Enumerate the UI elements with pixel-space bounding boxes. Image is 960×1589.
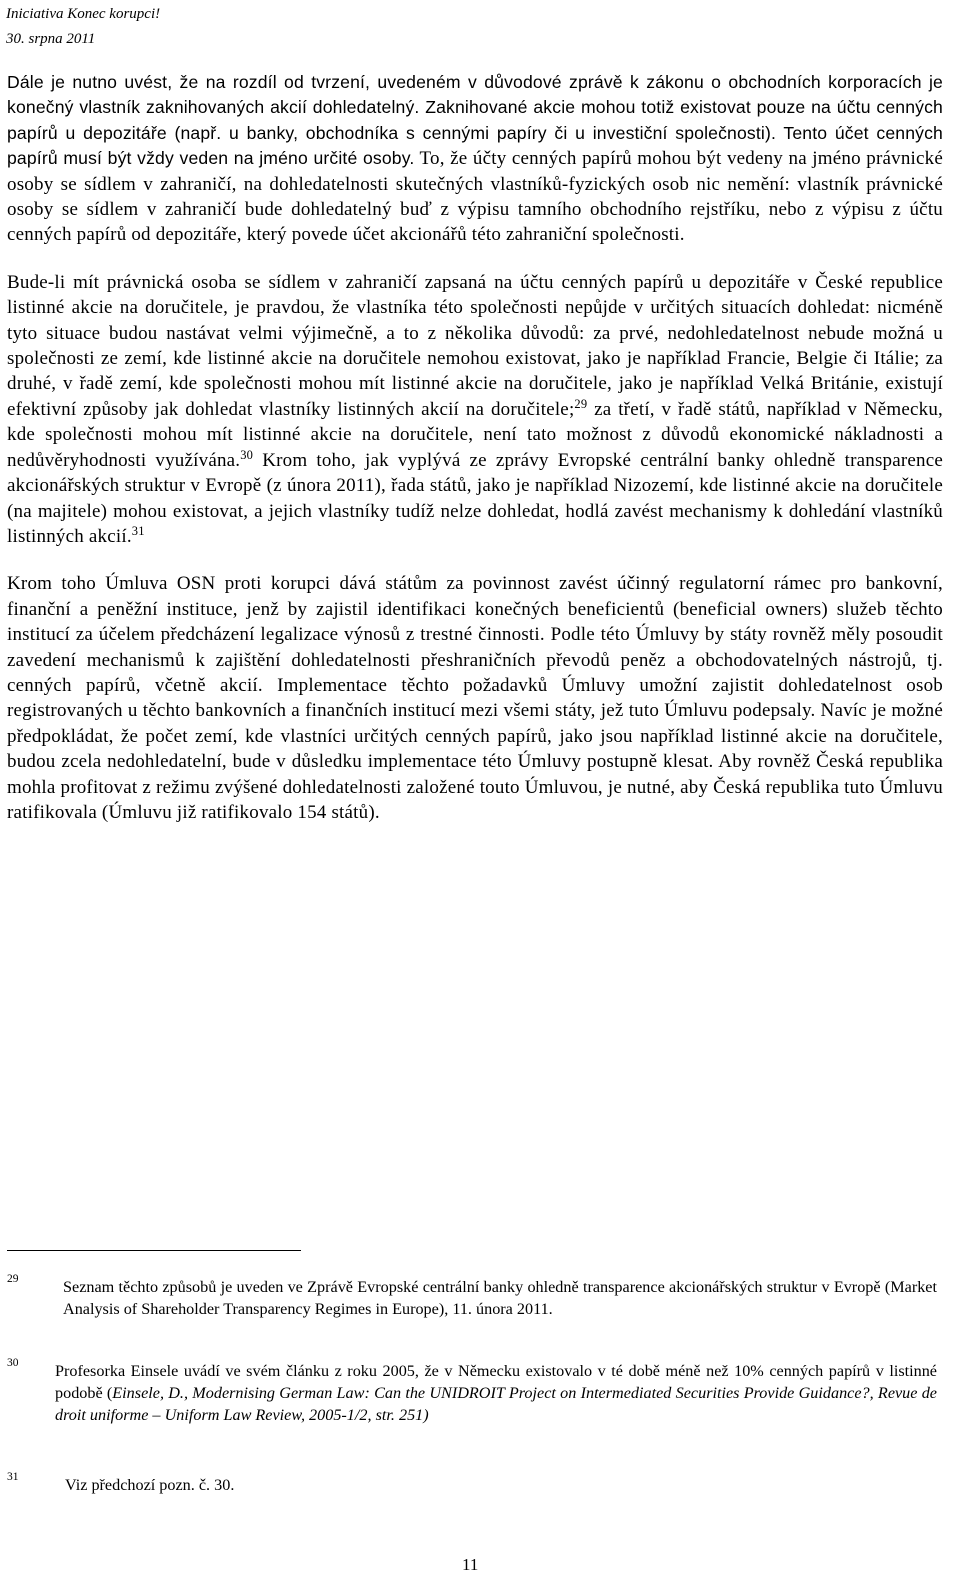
footnote-30-number: 30 — [7, 1357, 19, 1369]
paragraph-2 — [7, 270, 943, 549]
footnote-31-number: 31 — [7, 1471, 19, 1483]
footnote-31 — [7, 1471, 937, 1496]
footnote-31-text: Viz předchozí pozn. č. 30. — [65, 1476, 235, 1494]
document-body — [7, 70, 943, 825]
paragraph-2-text-a: Bude-li mít právnická osoba se sídlem v zahraničí zapsaná na účtu cenných papírů u depozitáře v České republice listinné akcie na doručitele, je pravdou, že vlastníka této společnosti nepůjde v určitých situacích dohledat: nicméně tyto situace budou nastávat velmi výjimečně, a to z několika důvodů: za prvé, nedohledatelnost nebude možná u společnosti ze zemí, kde listinné akcie na doručitele nemohou existovat, jako je například Francie, Belgie či Itálie; za druhé, v řadě zemí, kde společnosti mohou mít listinné akcie na doručitele, jako je například Velká Británie, existují efektivní způsoby jak dohledat vlastníky listinných akcií na doručitele; — [7, 271, 943, 420]
footnote-ref-31[interactable]: 31 — [131, 523, 145, 538]
footnote-29-number: 29 — [7, 1273, 19, 1285]
footnote-ref-29[interactable]: 29 — [574, 396, 588, 411]
footnote-29-text: Seznam těchto způsobů je uveden ve Zprávě Evropské centrální banky ohledně transparence akcionářských struktur v Evropě (Market Analysis of Shareholder Transparency Regimes in Europe), 11. února 2011. — [63, 1278, 937, 1318]
paragraph-1-serif-text: To, že účty cenných papírů mohou být vedeny na jméno právnické osoby se sídlem v zahraničí, na dohledatelnosti skutečných vlastníků-fyzických osob nic nemění: vlastník právnické osoby se sídlem v zahraničí bude dohledatelný buď z výpisu tamního obchodního rejstříku, nebo z výpisu z účtu cenných papírů od depozitáře, který povede účet akcionářů této zahraniční společnosti. — [7, 148, 943, 246]
paragraph-3: Krom toho Úmluva OSN proti korupci dává státům za povinnost zavést účinný regulatorní rámec pro bankovní, finanční a peněžní instituce, jenž by zajistil identifikaci konečných beneficientů (beneficial owners) služeb těchto institucí za účelem předcházení legalizace výnosů z trestné činnosti. Podle této Úmluvy by státy rovněž měly posoudit zavedení mechanismů k zajištění dohledatelnosti přeshraničních převodů peněz a obchodovatelných nástrojů, tj. cenných papírů, včetně akcií. Implementace těchto požadavků Úmluvy umožní zajistit dohledatelnost osob registrovaných u těchto bankovních a finančních institucí mezi všemi státy, jež tuto Úmluvu podepsaly. Navíc je možné předpokládat, že počet zemí, kde vlastníci určitých cenných papírů, jako jsou například listinné akcie na doručitele, budou zcela nedohledatelní, bude v důsledku implementace této Úmluvy postupně klesat. Aby rovněž Česká republika mohla profitovat z režimu zvýšené dohledatelnosti založené touto Úmluvou, je nutné, aby Česká republika tuto Úmluvu ratifikovala (Úmluvu již ratifikovalo 154 států). — [7, 573, 943, 823]
footnote-separator — [7, 1250, 301, 1251]
footnote-29 — [7, 1273, 937, 1320]
paragraph-1 — [7, 70, 943, 248]
page-header — [6, 2, 160, 52]
footnote-30-text — [55, 1360, 937, 1426]
paragraph-1-sans-text: Dále je nutno uvést, že na rozdíl od tvrzení, uvedeném v důvodové zprávě k zákonu o obchodních korporacích je konečný vlastník zaknihovaných akcií dohledatelný. Zaknihované akcie mohou totiž existovat pouze na účtu cenných papírů u depozitáře (např. u banky, obchodníka s cennými papíry či u investiční společnosti). Tento účet cenných papírů musí být vždy veden na jméno určité osoby. — [7, 72, 943, 169]
footnote-30-citation: Einsele, D., Modernising German Law: Can the UNIDROIT Project on Intermediated Securities Provide Guidance?, Revue de droit uniforme – Uniform Law Review, 2005-1/2, str. 251) — [55, 1384, 937, 1424]
page-number: 11 — [462, 1555, 479, 1574]
header-organization: Iniciativa Konec korupci! — [6, 6, 161, 22]
footnote-30-text-plain: Profesorka Einsele uvádí ve svém článku z roku 2005, že v Německu existovalo v té době méně než 10% cenných papírů v listinné podobě ( — [55, 1362, 937, 1402]
footnote-30 — [7, 1357, 937, 1426]
paragraph-2-text-c: Krom toho, jak vyplývá ze zprávy Evropské centrální banky ohledně transparence akcionářských struktur v Evropě (z února 2011), řada států, jako je například Nizozemí, kde listinné akcie na doručitele (na majitele) mohou existovat, a jejich vlastníky tudíž nelze dohledat, hodlá zavést mechanismy k dohledání vlastníků listinných akcií. — [7, 449, 943, 547]
header-date: 30. srpna 2011 — [6, 31, 96, 47]
footnote-ref-30[interactable]: 30 — [240, 447, 254, 462]
paragraph-2-text-b: za třetí, v řadě států, například v Německu, kde společnosti mohou mít listinné akcie na doručitele, není tato možnost z důvodů ekonomické nákladnosti a nedůvěryhodnosti využívána. — [7, 398, 943, 471]
